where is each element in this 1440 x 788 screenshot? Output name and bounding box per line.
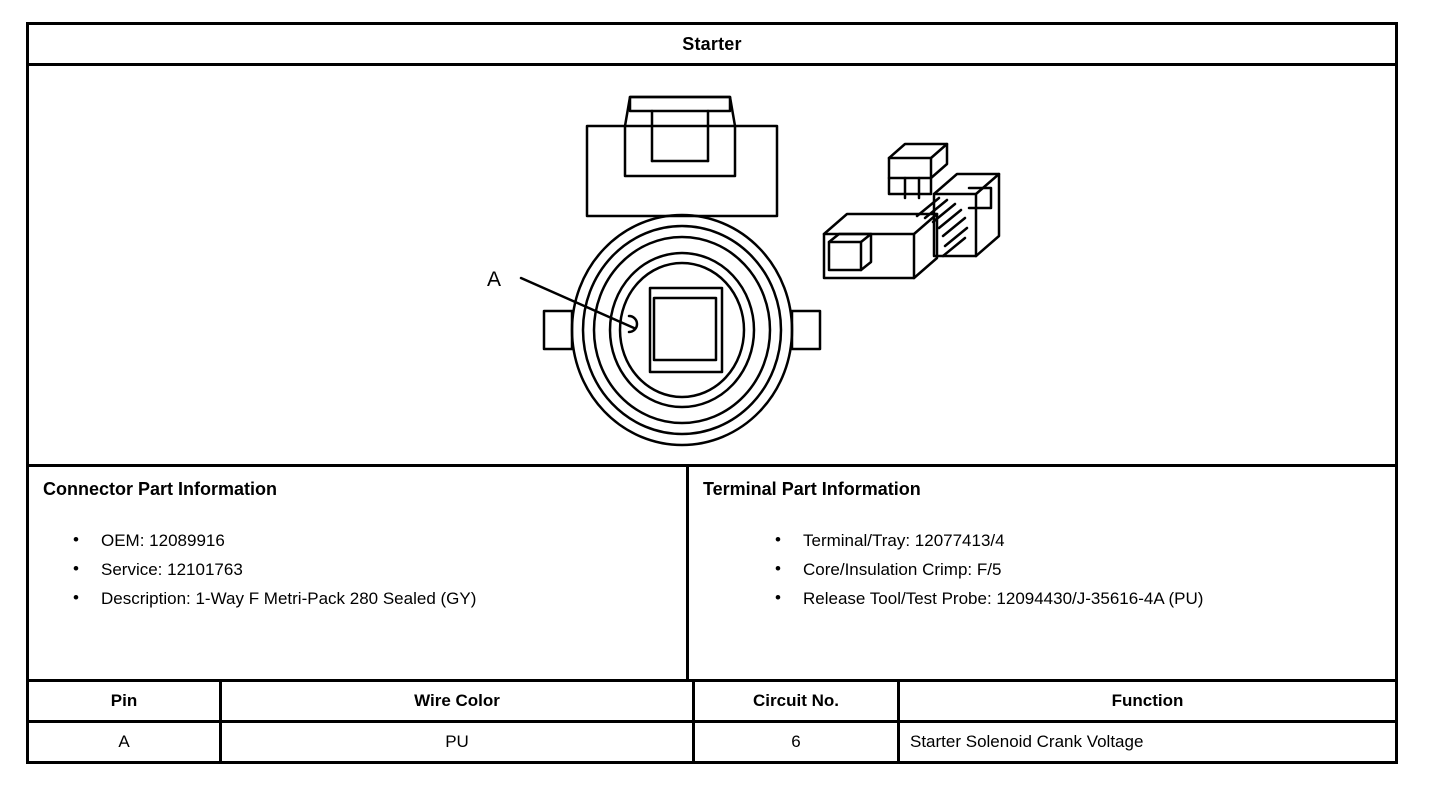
connector-lock-tab <box>587 97 777 216</box>
connector-body-rings <box>572 215 792 445</box>
sheet-title-bar <box>29 25 1395 66</box>
pin-table <box>29 682 1395 761</box>
connector-side-view-body <box>824 144 999 278</box>
connector-face-sheet <box>26 22 1398 764</box>
list-item: • Description: 1-Way F Metri-Pack 280 Sealed (GY) <box>101 584 672 613</box>
list-item: • OEM: 12089916 <box>101 526 672 555</box>
table-header-row <box>29 682 1395 722</box>
connector-diagram-svg <box>29 66 1395 461</box>
column-header-function: Function <box>899 682 1396 722</box>
terminal-part-information-list <box>703 526 1381 613</box>
terminal-part-information-heading: Terminal Part Information <box>703 479 921 499</box>
cell-function: Starter Solenoid Crank Voltage <box>910 732 1144 751</box>
part-information-row <box>29 467 1395 682</box>
cell-circuit-no: 6 <box>694 722 899 762</box>
cell-pin: A <box>29 722 221 762</box>
column-header-wire-color: Wire Color <box>221 682 694 722</box>
callout-label-a: A <box>487 268 502 291</box>
connector-diagram <box>29 66 1395 467</box>
connector-part-information <box>29 467 689 679</box>
list-item: • Release Tool/Test Probe: 12094430/J-35616-4A (PU) <box>803 584 1381 613</box>
cell-wire-color: PU <box>221 722 694 762</box>
page-title: Starter <box>682 33 742 54</box>
connector-side-ears <box>544 311 820 349</box>
keying-nub <box>629 316 637 332</box>
list-item: • Service: 12101763 <box>101 555 672 584</box>
column-header-circuit-no: Circuit No. <box>694 682 899 722</box>
column-header-pin: Pin <box>29 682 221 722</box>
table-row <box>29 722 1395 762</box>
connector-part-information-list <box>43 526 672 613</box>
terminal-cavity <box>650 288 722 372</box>
callout-leader-line <box>521 278 634 328</box>
terminal-part-information <box>689 467 1395 679</box>
connector-part-information-heading: Connector Part Information <box>43 479 278 499</box>
list-item: • Terminal/Tray: 12077413/4 <box>803 526 1381 555</box>
list-item: • Core/Insulation Crimp: F/5 <box>803 555 1381 584</box>
